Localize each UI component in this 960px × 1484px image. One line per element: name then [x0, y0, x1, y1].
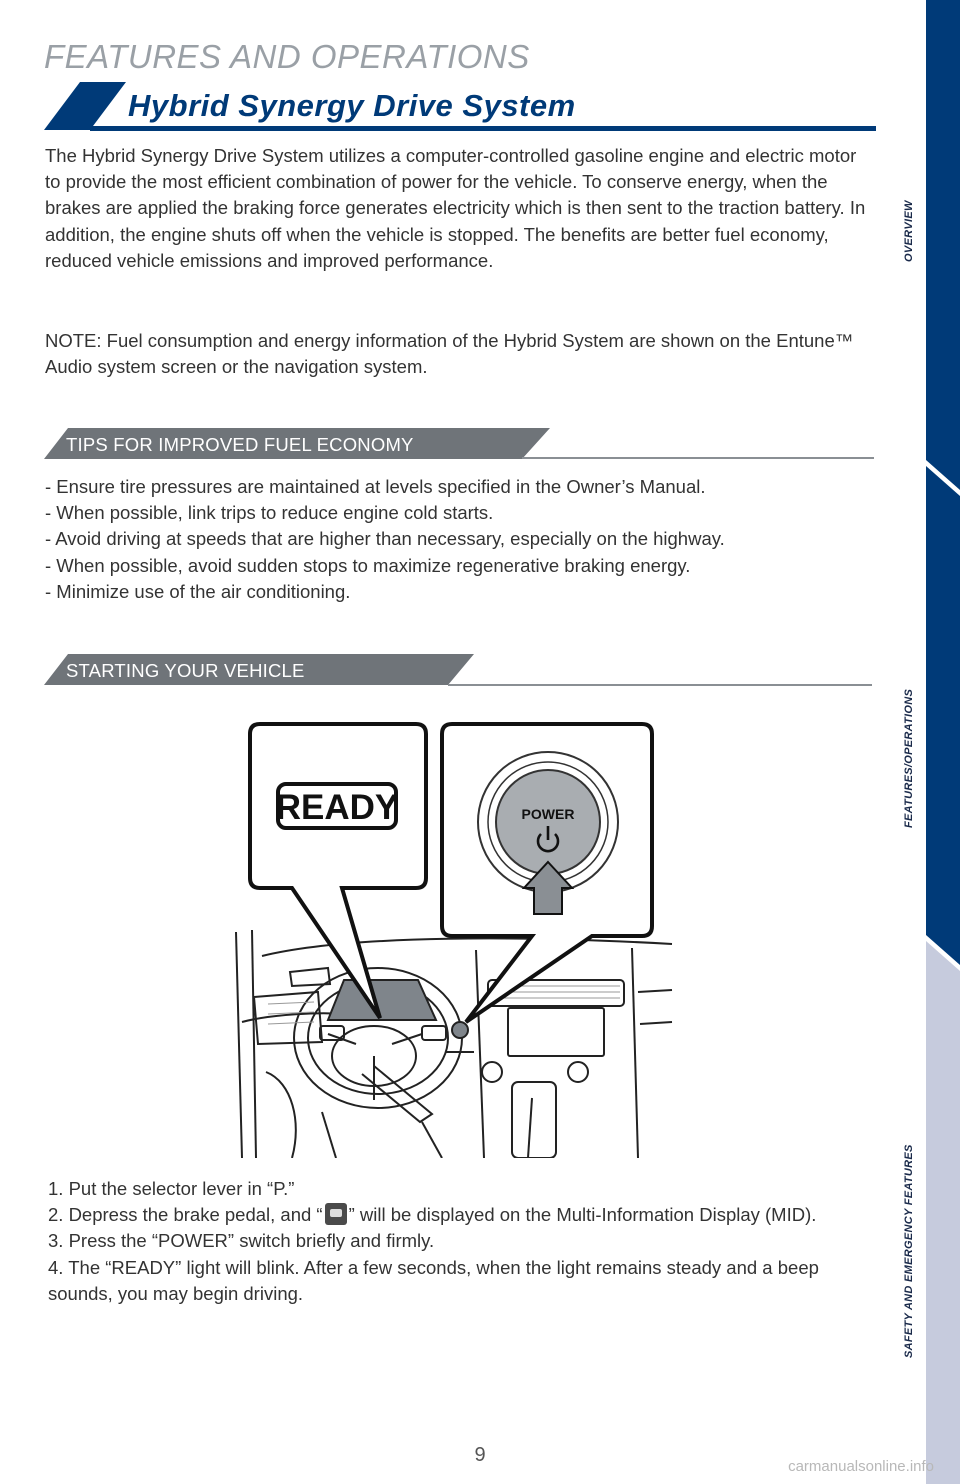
intro-paragraph: The Hybrid Synergy Drive System utilizes a computer-controlled gasoline engine and electric motor to provide the most efficient combination of power for the vehicle. To conserve energy, when the brakes are applied the braking force generates electricity which is then sent to the traction battery. In addition, the engine shuts off when the vehicle is stopped. The benefits are better fuel economy, reduced vehicle emissions and improved performance. — [45, 145, 866, 271]
step-2-prefix: 2. Depress the brake pedal, and “ — [48, 1204, 323, 1226]
list-item: - Ensure tire pressures are maintained at levels specified in the Owner’s Manual. — [45, 476, 706, 497]
sidebar-tab-overview[interactable]: OVERVIEW — [903, 200, 915, 262]
sidebar-tab-features-bg — [926, 466, 960, 965]
brake-pedal-indicator-icon — [325, 1203, 347, 1225]
sidebar-tab-overview-bg — [926, 0, 960, 490]
step-2 — [48, 1202, 868, 1228]
list-item: - Minimize use of the air conditioning. — [45, 580, 351, 602]
sidebar-tab-safety-bg — [926, 941, 960, 1484]
tips-heading-bar — [44, 428, 876, 464]
starting-heading: STARTING YOUR VEHICLE — [66, 660, 305, 681]
list-item: - When possible, link trips to reduce engine cold starts. — [45, 502, 494, 524]
page-number: 9 — [474, 1444, 486, 1466]
ready-indicator-label: READY — [275, 788, 399, 827]
watermark: carmanualsonline.info — [788, 1458, 934, 1475]
sidebar-tab-safety-emergency[interactable]: SAFETY AND EMERGENCY FEATURES — [903, 1144, 915, 1358]
step-4: 4. The “READY” light will blink. After a few seconds, when the light remains steady and a beep sounds, you may begin driving. — [48, 1256, 819, 1304]
intro-note: NOTE: Fuel consumption and energy information of the Hybrid System are shown on the Entune™ Audio system screen or the navigation system. — [45, 330, 854, 378]
power-button — [496, 770, 600, 874]
tips-heading: TIPS FOR IMPROVED FUEL ECONOMY — [66, 434, 414, 455]
ready-callout-bubble — [250, 724, 426, 1018]
list-item: - Avoid driving at speeds that are higher than necessary, especially on the highway. — [45, 528, 725, 550]
dashboard-illustration — [232, 722, 676, 1158]
sidebar-tabs — [926, 0, 960, 1484]
starting-steps — [48, 1176, 868, 1307]
section-banner — [44, 82, 876, 136]
section-title: FEATURES AND OPERATIONS — [44, 38, 530, 75]
power-button-label: POWER — [521, 806, 575, 822]
step-2-suffix: ” will be displayed on the Multi-Information Display (MID). — [348, 1204, 817, 1226]
sidebar-tab-features-operations[interactable]: FEATURES/OPERATIONS — [903, 688, 915, 828]
step-3: 3. Press the “POWER” switch briefly and firmly. — [48, 1230, 435, 1252]
banner-title: Hybrid Synergy Drive System — [128, 88, 576, 123]
tips-list — [45, 474, 875, 605]
list-item: - When possible, avoid sudden stops to maximize regenerative braking energy. — [45, 554, 691, 576]
starting-heading-bar — [44, 654, 876, 690]
step-1: 1. Put the selector lever in “P.” — [48, 1178, 295, 1199]
